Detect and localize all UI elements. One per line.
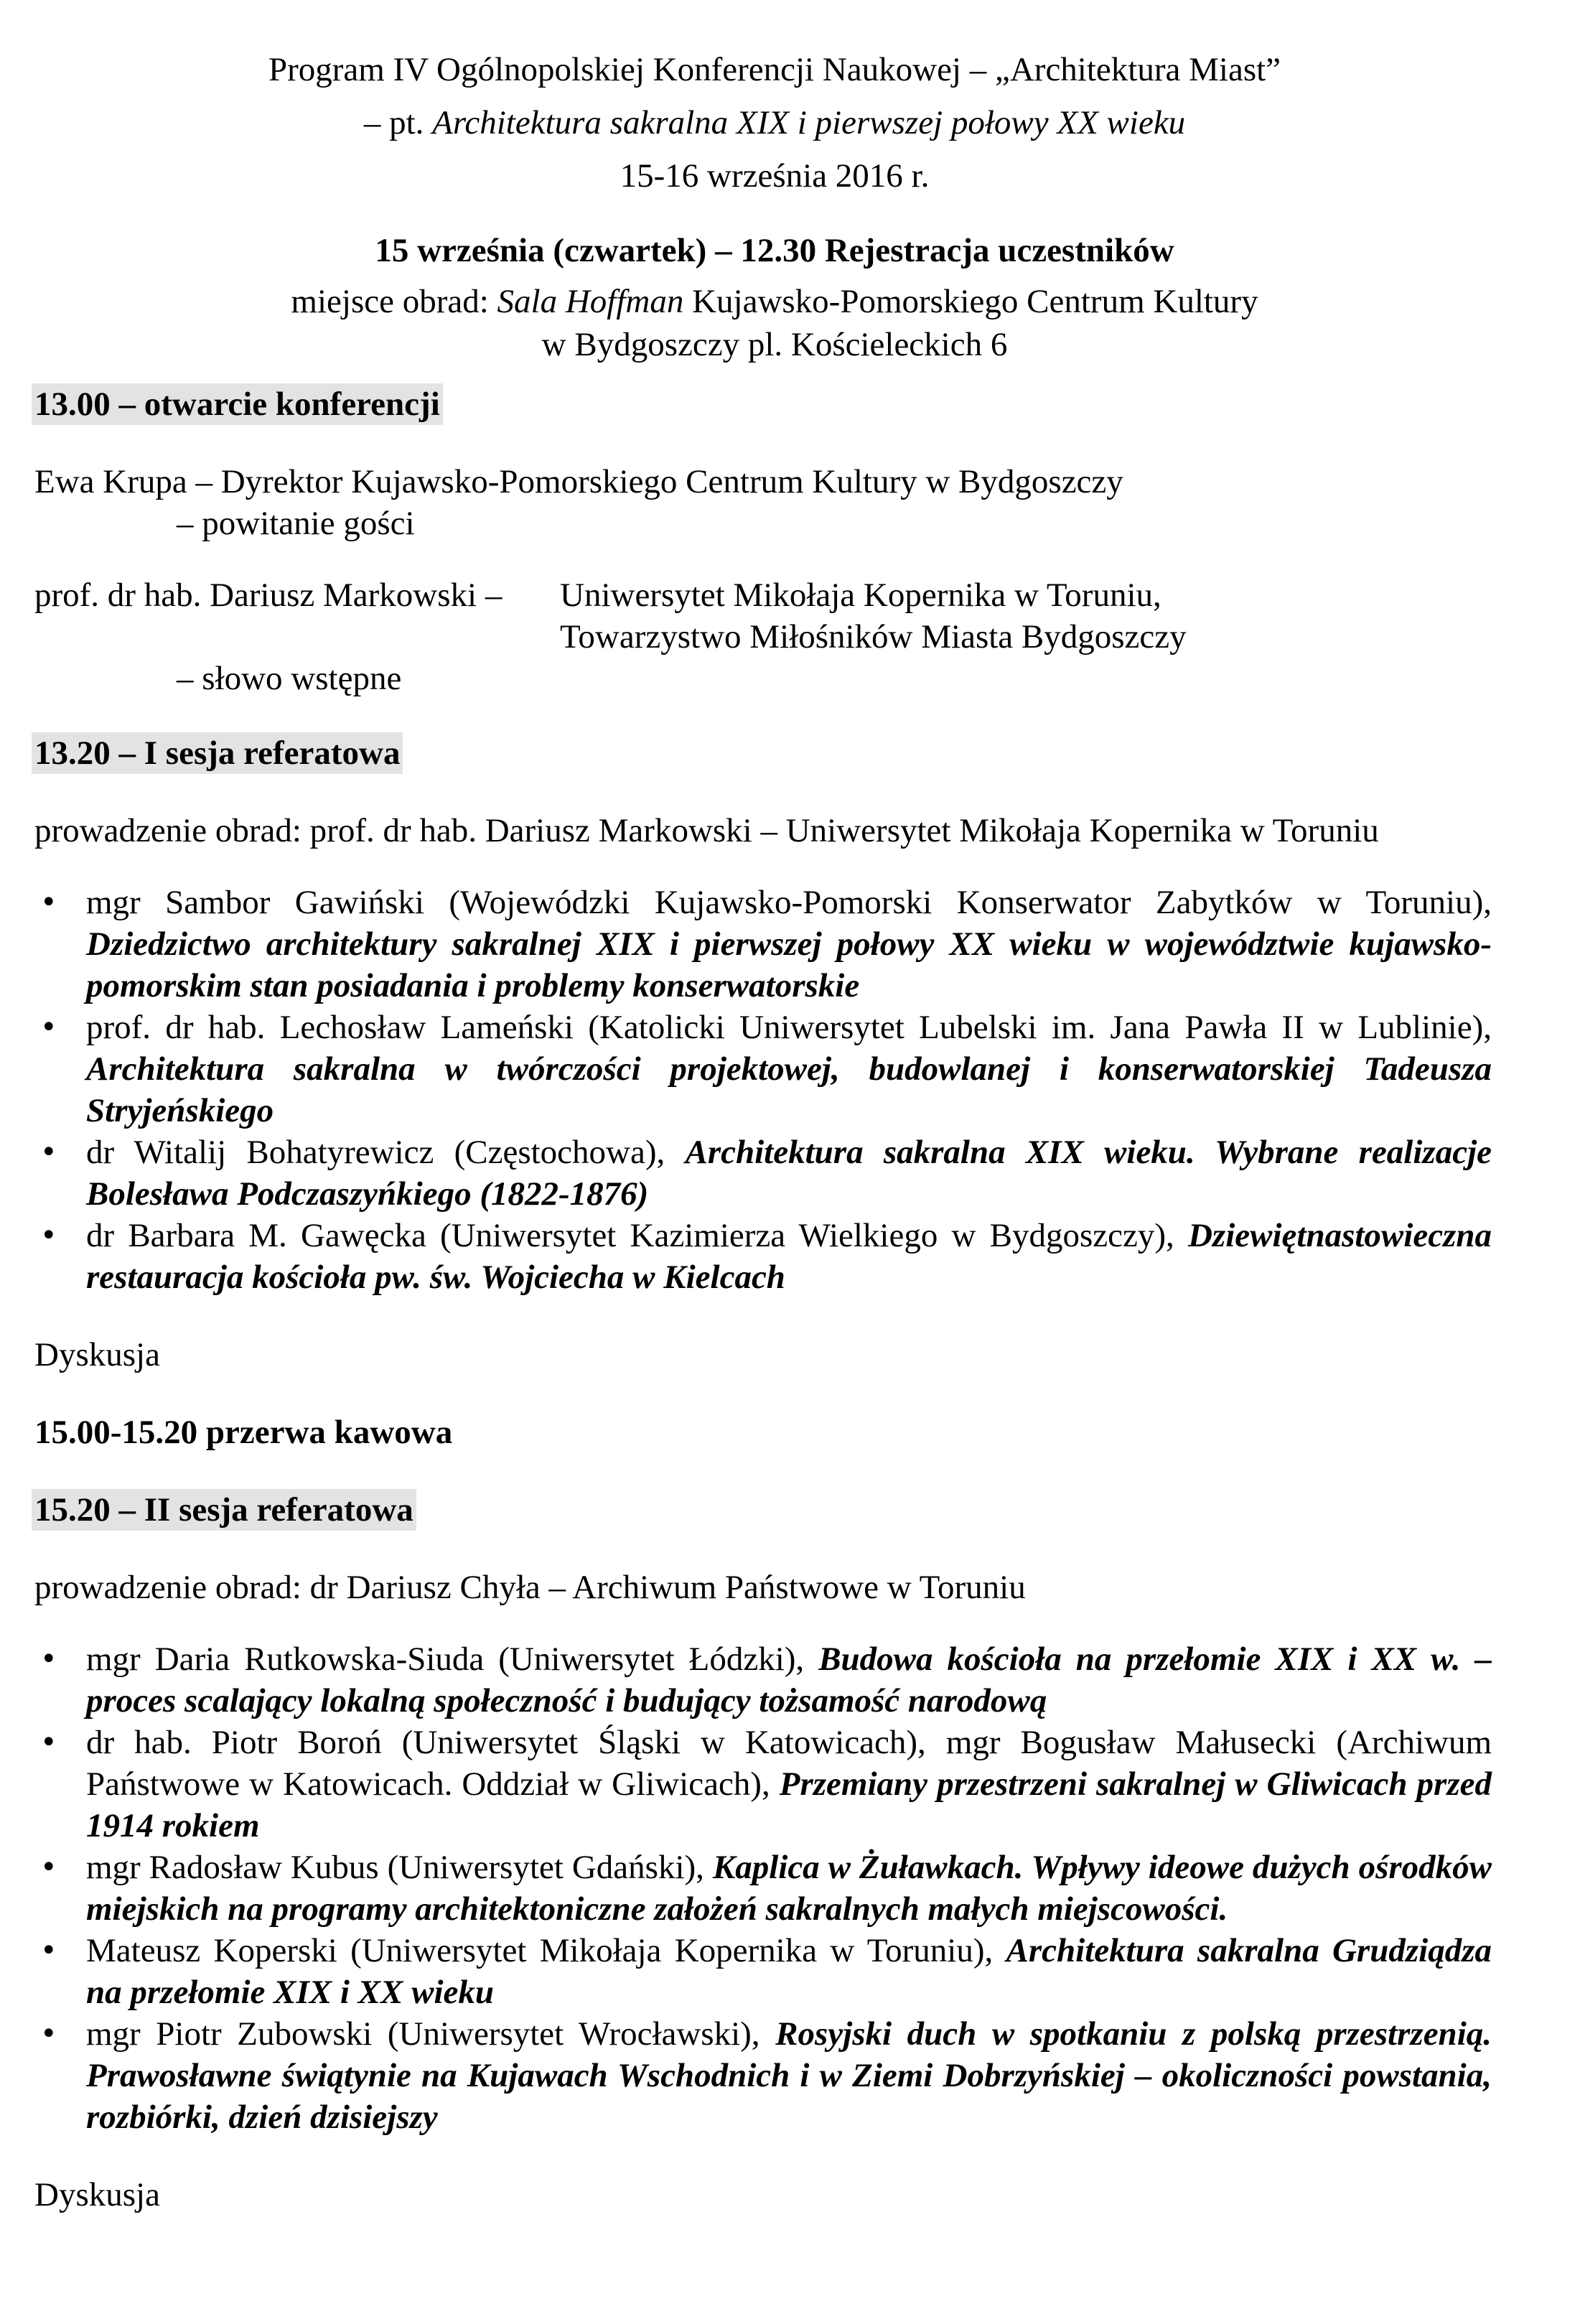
section-header-session2: 15.20 – II sesja referatowa	[32, 1489, 416, 1531]
speaker-markowski	[34, 574, 1492, 699]
paper-author: dr Barbara M. Gawęcka (Uniwersytet Kazimierza Wielkiego w Bydgoszczy),	[86, 1217, 1188, 1254]
paper-title: Kaplica w Żuławkach. Wpływy ideowe dużych ośrodków miejskich na programy architektoniczne założeń sakralnych małych miejscowości.	[86, 1849, 1492, 1928]
list-item	[34, 1215, 1492, 1298]
paper-title: Dziedzictwo architektury sakralnej XIX i pierwszej połowy XX wieku w województwie kujawsko-pomorskim stan posiadania i problemy konserwatorskie	[86, 925, 1492, 1004]
day-heading	[57, 227, 1492, 274]
coffee-break: 15.00-15.20 przerwa kawowa	[34, 1414, 453, 1451]
speaker-markowski-name: prof. dr hab. Dariusz Markowski –	[34, 577, 502, 614]
speaker-markowski-affiliations	[560, 574, 1187, 658]
session1-chair: prowadzenie obrad: prof. dr hab. Dariusz Markowski – Uniwersytet Mikołaja Kopernika w Toruniu	[34, 812, 1379, 849]
paper-title: Rosyjski duch w spotkaniu z polską przestrzenią. Prawosławne świątynie na Kujawach Wschodnich i w Ziemi Dobrzyńskiej – okoliczności powstania, rozbiórki, dzień dzisiejszy	[86, 2015, 1492, 2136]
session2-chair: prowadzenie obrad: dr Dariusz Chyła – Archiwum Państwowe w Toruniu	[34, 1569, 1026, 1606]
opening-section	[34, 383, 1492, 425]
dates-text: 15-16 września 2016 r.	[620, 157, 930, 195]
venue-rest: Kujawsko-Pomorskiego Centrum Kultury	[683, 283, 1258, 320]
affiliation-tmmb: Towarzystwo Miłośników Miasta Bydgoszczy	[560, 618, 1187, 655]
session2-papers	[34, 1638, 1492, 2138]
paper-author: mgr Radosław Kubus (Uniwersytet Gdański),	[86, 1849, 713, 1886]
subtitle-italic: Architektura sakralna XIX i pierwszej połowy XX wieku	[432, 104, 1186, 141]
speaker-krupa-name: Ewa Krupa – Dyrektor Kujawsko-Pomorskiego Centrum Kultury w Bydgoszczy	[34, 463, 1123, 500]
venue-prefix: miejsce obrad:	[291, 283, 497, 320]
paper-author: Mateusz Koperski (Uniwersytet Mikołaja Kopernika w Toruniu),	[86, 1932, 1006, 1969]
paper-author: mgr Sambor Gawiński (Wojewódzki Kujawsko-Pomorski Konserwator Zabytków w Toruniu),	[86, 884, 1492, 921]
session1	[34, 732, 1492, 774]
paper-title: Przemiany przestrzeni sakralnej w Gliwicach przed 1914 rokiem	[86, 1765, 1492, 1844]
paper-author: dr hab. Piotr Boroń (Uniwersytet Śląski w Katowicach), mgr Bogusław Małusecki (Archiwum Państwowe w Katowicach. Oddział w Gliwicach),	[86, 1724, 1492, 1803]
speaker-krupa	[34, 461, 1492, 544]
venue-line1	[57, 280, 1492, 323]
session1-papers	[34, 882, 1492, 1298]
program-page	[34, 43, 1492, 2216]
conference-subtitle	[57, 96, 1492, 149]
paper-title: Dziewiętnastowieczna restauracja kościoła pw. św. Wojciecha w Kielcach	[86, 1217, 1492, 1296]
venue-line2: w Bydgoszczy pl. Kościeleckich 6	[541, 326, 1008, 363]
list-item	[34, 1847, 1492, 1930]
paper-title: Architektura sakralna XIX wieku. Wybrane realizacje Bolesława Podczaszyńkiego (1822-1876)	[86, 1134, 1492, 1213]
conference-title-line1: Program IV Ogólnopolskiej Konferencji Naukowej – „Architektura Miast”	[268, 51, 1281, 88]
speaker-markowski-role: – słowo wstępne	[177, 660, 402, 697]
section-header-opening: 13.00 – otwarcie konferencji	[32, 383, 443, 425]
paper-author: dr Witalij Bohatyrewicz (Częstochowa),	[86, 1134, 686, 1171]
paper-title: Architektura sakralna Grudziądza na przełomie XIX i XX wieku	[86, 1932, 1492, 2011]
venue-hall: Sala Hoffman	[497, 283, 684, 320]
list-item	[34, 2013, 1492, 2138]
paper-author: mgr Piotr Zubowski (Uniwersytet Wrocławski),	[86, 2015, 776, 2053]
speaker-krupa-role: – powitanie gości	[177, 505, 415, 542]
session2-discussion: Dyskusja	[34, 2176, 160, 2213]
venue	[57, 280, 1492, 366]
list-item	[34, 882, 1492, 1007]
section-header-session1: 13.20 – I sesja referatowa	[32, 732, 403, 774]
list-item	[34, 1930, 1492, 2013]
list-item	[34, 1007, 1492, 1131]
paper-author: prof. dr hab. Lechosław Lameński (Katolicki Uniwersytet Lubelski im. Jana Pawła II w Lublinie),	[86, 1009, 1492, 1046]
paper-title: Architektura sakralna w twórczości projektowej, budowlanej i konserwatorskiej Tadeusza Stryjeńskiego	[86, 1050, 1492, 1129]
paper-author: mgr Daria Rutkowska-Siuda (Uniwersytet Łódzki),	[86, 1641, 819, 1678]
list-item	[34, 1638, 1492, 1722]
affiliation-umk: Uniwersytet Mikołaja Kopernika w Toruniu,	[560, 577, 1161, 614]
list-item	[34, 1131, 1492, 1215]
day-heading-text: 15 września (czwartek) – 12.30 Rejestracja uczestników	[375, 232, 1174, 269]
conference-dates	[57, 149, 1492, 202]
list-item	[34, 1722, 1492, 1847]
conference-title	[57, 43, 1492, 96]
subtitle-prefix: – pt.	[363, 104, 433, 141]
paper-title: Budowa kościoła na przełomie XIX i XX w. – proces scalający lokalną społeczność i budujący tożsamość narodową	[86, 1641, 1492, 1719]
session1-discussion: Dyskusja	[34, 1336, 160, 1373]
session2	[34, 1489, 1492, 1531]
